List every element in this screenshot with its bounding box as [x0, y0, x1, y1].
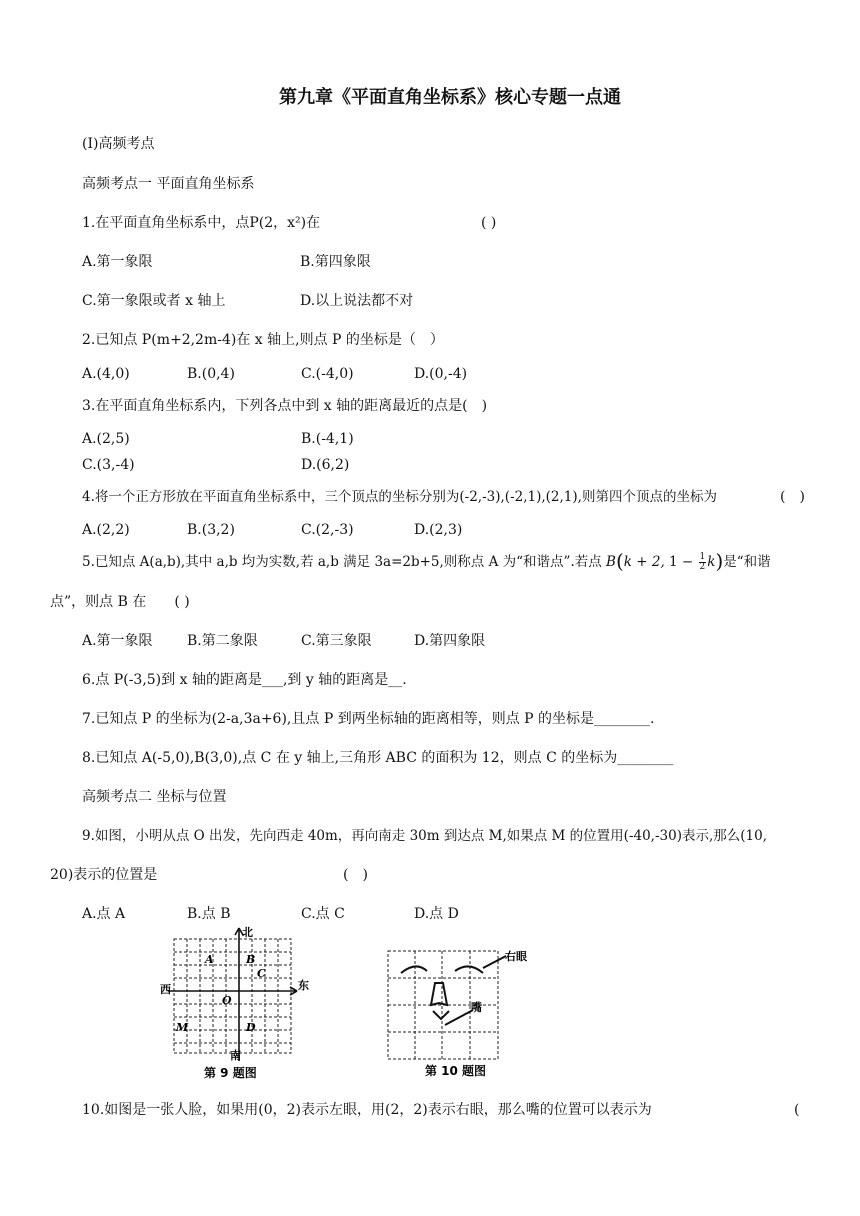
question-2-stem: 2.已知点 P(m+2,2m-4)在 x 轴上,则点 P 的坐标是（ ）: [82, 332, 444, 348]
figure-10-caption: 第 10 题图: [425, 1064, 487, 1078]
question-3-option-d: D.(6,2): [301, 457, 350, 473]
question-6-stem: 6.点 P(-3,5)到 x 轴的距离是___,到 y 轴的距离是__.: [82, 672, 407, 688]
question-2-option-b: B.(0,4): [187, 366, 235, 382]
question-4-option-c: C.(2,-3): [301, 522, 354, 538]
question-1-option-c: C.第一象限或者 x 轴上: [82, 293, 226, 309]
question-1-option-b: B.第四象限: [300, 254, 371, 270]
question-9-option-c: C.点 C: [301, 906, 345, 922]
question-5-option-c: C.第三象限: [301, 633, 372, 649]
fraction-one-half: [699, 553, 707, 572]
east-label: 东: [298, 979, 309, 992]
question-4-option-a: A.(2,2): [82, 522, 130, 538]
figure-10-svg: [383, 945, 543, 1085]
figure-10-face-grid: [383, 945, 543, 1085]
point-b-label: B: [246, 953, 256, 966]
question-3-option-c: C.(3,-4): [82, 457, 135, 473]
question-5-coord-part-3: k: [707, 554, 716, 570]
question-1-option-a: A.第一象限: [82, 254, 153, 270]
formula-paren-open: (: [615, 549, 624, 573]
question-9-stem-line-1: 9.如图，小明从点 O 出发，先向西走 40m，再向南走 30m 到达点 M,如果点 M 的位置用(-40,-30)表示,那么(10,: [82, 828, 768, 844]
topic-heading-1: 高频考点一 平面直角坐标系: [82, 176, 255, 192]
formula-paren-close: ): [715, 549, 724, 573]
question-9-option-b: B.点 B: [187, 906, 231, 922]
mouth-label: 嘴: [471, 1001, 482, 1014]
question-5-stem-line-2: 点”，则点 B 在 ( ): [50, 594, 190, 610]
question-2-option-c: C.(-4,0): [301, 366, 354, 382]
page-title: 第九章《平面直角坐标系》核心专题一点通: [279, 87, 621, 108]
question-4-option-d: D.(2,3): [414, 522, 463, 538]
question-5-option-b: B.第二象限: [187, 633, 258, 649]
question-7-stem: 7.已知点 P 的坐标为(2-a,3a+6),且点 P 到两坐标轴的距离相等，则点 P 的坐标是________.: [82, 711, 655, 727]
fraction-denominator: 2: [699, 562, 706, 572]
point-a-label: A: [205, 953, 214, 966]
figure-9-caption: 第 9 题图: [204, 1066, 257, 1080]
figure-9-grid-map: [160, 925, 310, 1085]
fraction-numerator: 1: [699, 552, 706, 562]
question-3-option-a: A.(2,5): [82, 431, 130, 447]
point-o-label: O: [222, 994, 232, 1007]
question-4-option-b: B.(3,2): [187, 522, 235, 538]
question-3-option-b: B.(-4,1): [301, 431, 354, 447]
west-label: 西: [160, 983, 171, 996]
question-9-option-d: D.点 D: [414, 906, 459, 922]
question-10-stem: 10.如图是一张人脸，如果用(0，2)表示左眼，用(2，2)表示右眼，那么嘴的位置可以表示为: [82, 1102, 652, 1118]
question-1-option-d: D.以上说法都不对: [300, 293, 414, 309]
question-4-stem: 4.将一个正方形放在平面直角坐标系中，三个顶点的坐标分别为(-2,-3),(-2,1),(2,1),则第四个顶点的坐标为: [82, 489, 717, 505]
right-eye-label: 右眼: [505, 950, 527, 963]
point-c-label: C: [257, 967, 266, 980]
north-label: 北: [242, 926, 253, 939]
question-3-stem: 3.在平面直角坐标系内，下列各点中到 x 轴的距离最近的点是( ): [82, 398, 488, 414]
question-1-paren: ( ): [481, 215, 497, 231]
question-4-paren: ( ): [780, 489, 805, 505]
question-5-stem-tail: 是“和谐: [723, 554, 771, 570]
question-8-stem: 8.已知点 A(-5,0),B(3,0),点 C 在 y 轴上,三角形 ABC 的面积为 12，则点 C 的坐标为________: [82, 750, 674, 766]
question-5-stem-line-1: [82, 549, 771, 573]
question-9-stem-line-2: 20)表示的位置是: [50, 867, 158, 883]
question-5-coord-part-2: 1 −: [669, 554, 694, 570]
point-m-label: M: [176, 1021, 189, 1034]
question-2-option-d: D.(0,-4): [414, 366, 468, 382]
question-5-coord-part-1: k + 2,: [623, 554, 665, 570]
south-label: 南: [230, 1049, 241, 1062]
question-1-stem: 1.在平面直角坐标系中，点P(2，x²)在: [82, 215, 321, 231]
point-d-label: D: [246, 1021, 256, 1034]
question-10-paren: (: [794, 1102, 800, 1118]
topic-heading-2: 高频考点二 坐标与位置: [82, 789, 227, 805]
question-9-option-a: A.点 A: [82, 906, 126, 922]
question-5-option-d: D.第四象限: [414, 633, 486, 649]
section-heading: (Ⅰ)高频考点: [82, 136, 155, 152]
question-5-point-label: B: [606, 554, 616, 570]
question-9-paren: ( ): [343, 867, 368, 883]
question-5-stem-text: 5.已知点 A(a,b),其中 a,b 均为实数,若 a,b 满足 3a=2b+5,则称点 A 为“和谐点”.若点: [82, 554, 602, 570]
question-2-option-a: A.(4,0): [82, 366, 130, 382]
figure-9-svg: [160, 925, 310, 1085]
question-5-option-a: A.第一象限: [82, 633, 153, 649]
